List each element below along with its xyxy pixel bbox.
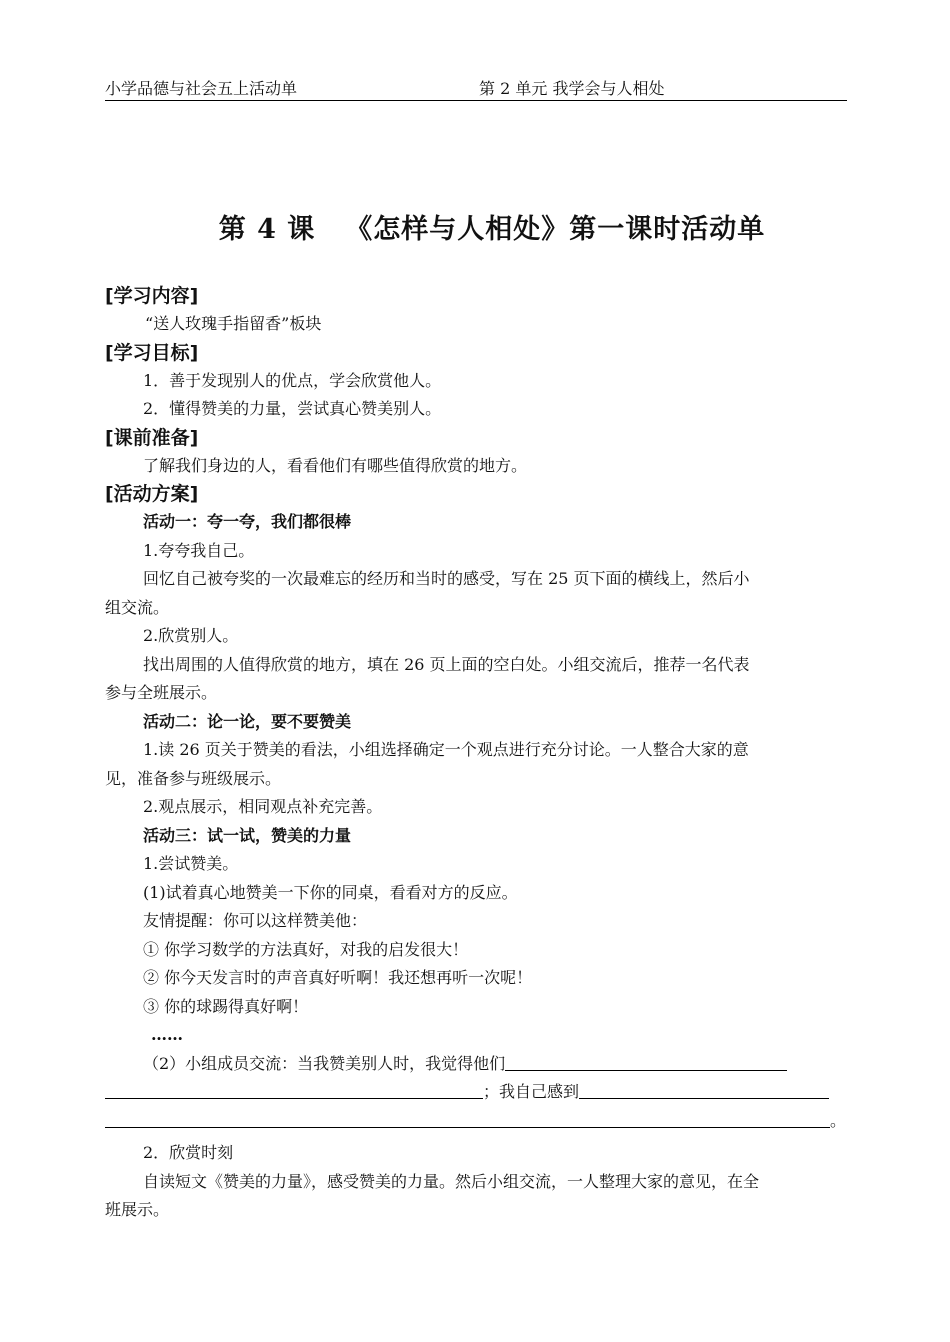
activity-one-step-1-text-cont: 组交流。 bbox=[105, 597, 170, 617]
section-heading-prep: [课前准备] bbox=[105, 426, 199, 449]
answer-blank-4[interactable] bbox=[105, 1109, 830, 1128]
page-header bbox=[105, 76, 847, 101]
appreciation-moment-text: 自读短文《赞美的力量》，感受赞美的力量。然后小组交流，一人整理大家的意见，在全 bbox=[143, 1171, 760, 1191]
activity-three-title: 活动三：试一试，赞美的力量 bbox=[143, 825, 352, 845]
section-heading-plan: [活动方案] bbox=[105, 483, 199, 505]
line-end-period: 。 bbox=[830, 1110, 847, 1130]
goal-item: 2．懂得赞美的力量，尝试真心赞美别人。 bbox=[143, 399, 442, 418]
activity-one-title: 活动一：夸一夸，我们都很棒 bbox=[143, 512, 352, 531]
header-unit-name: 第 2 单元 我学会与人相处 bbox=[479, 79, 665, 98]
section-heading-goals: [学习目标] bbox=[105, 341, 199, 364]
section-heading-content: [学习内容] bbox=[105, 285, 199, 307]
praise-example: ③ 你的球踢得真好啊！ bbox=[143, 996, 309, 1016]
activity-three-step-1: 1.尝试赞美。 bbox=[143, 854, 239, 873]
activity-one-step-2-text-cont: 参与全班展示。 bbox=[105, 683, 218, 702]
activity-two-step-2: 2.观点展示，相同观点补充完善。 bbox=[143, 797, 383, 816]
lesson-number: 第 4 课 bbox=[218, 214, 316, 245]
appreciation-moment: 2．欣赏时刻 bbox=[143, 1143, 234, 1162]
activity-two-title: 活动二：论一论，要不要赞美 bbox=[143, 711, 352, 731]
answer-blank-2[interactable] bbox=[105, 1080, 483, 1099]
self-feeling-prompt: ；我自己感到 bbox=[483, 1082, 580, 1101]
answer-blank-1[interactable] bbox=[505, 1052, 787, 1071]
praise-example: ① 你学习数学的方法真好，对我的启发很大！ bbox=[143, 939, 469, 959]
activity-two-step-1: 1.读 26 页关于赞美的看法，小组选择确定一个观点进行充分讨论。一人整合大家的意 bbox=[143, 740, 749, 759]
ellipsis: …… bbox=[151, 1025, 183, 1044]
content-text: “送人玫瑰手指留香”板块 bbox=[145, 314, 322, 333]
activity-one-step-1-text: 回忆自己被夸奖的一次最难忘的经历和当时的感受，写在 25 页下面的横线上，然后小 bbox=[143, 569, 750, 588]
activity-one-step-2-text: 找出周围的人值得欣赏的地方，填在 26 页上面的空白处。小组交流后，推荐一名代表 bbox=[143, 654, 750, 674]
activity-one-step-2: 2.欣赏别人。 bbox=[143, 626, 239, 645]
goal-item: 1．善于发现别人的优点，学会欣赏他人。 bbox=[143, 370, 442, 390]
document-body bbox=[105, 282, 847, 1225]
appreciation-moment-text-cont: 班展示。 bbox=[105, 1200, 170, 1219]
group-exchange-line bbox=[105, 1050, 847, 1079]
group-exchange-line-2 bbox=[105, 1078, 847, 1107]
page-title bbox=[0, 207, 950, 246]
praise-example: ② 你今天发言时的声音真好听啊！我还想再听一次呢！ bbox=[143, 968, 533, 987]
friendly-tip: 友情提醒：你可以这样赞美他： bbox=[143, 911, 368, 930]
activity-three-step-1-sub: (1)试着真心地赞美一下你的同桌，看看对方的反应。 bbox=[143, 882, 518, 902]
group-exchange-prompt: （2）小组成员交流：当我赞美别人时，我觉得他们 bbox=[143, 1053, 506, 1073]
prep-text: 了解我们身边的人，看看他们有哪些值得欣赏的地方。 bbox=[143, 455, 528, 475]
activity-one-step-1: 1.夸夸我自己。 bbox=[143, 540, 255, 560]
header-course-name: 小学品德与社会五上活动单 bbox=[105, 79, 298, 98]
answer-blank-3[interactable] bbox=[579, 1080, 829, 1099]
group-exchange-line-3 bbox=[105, 1107, 847, 1136]
lesson-title: 《怎样与人相处》第一课时活动单 bbox=[345, 214, 766, 245]
activity-two-step-1-cont: 见，准备参与班级展示。 bbox=[105, 768, 282, 788]
